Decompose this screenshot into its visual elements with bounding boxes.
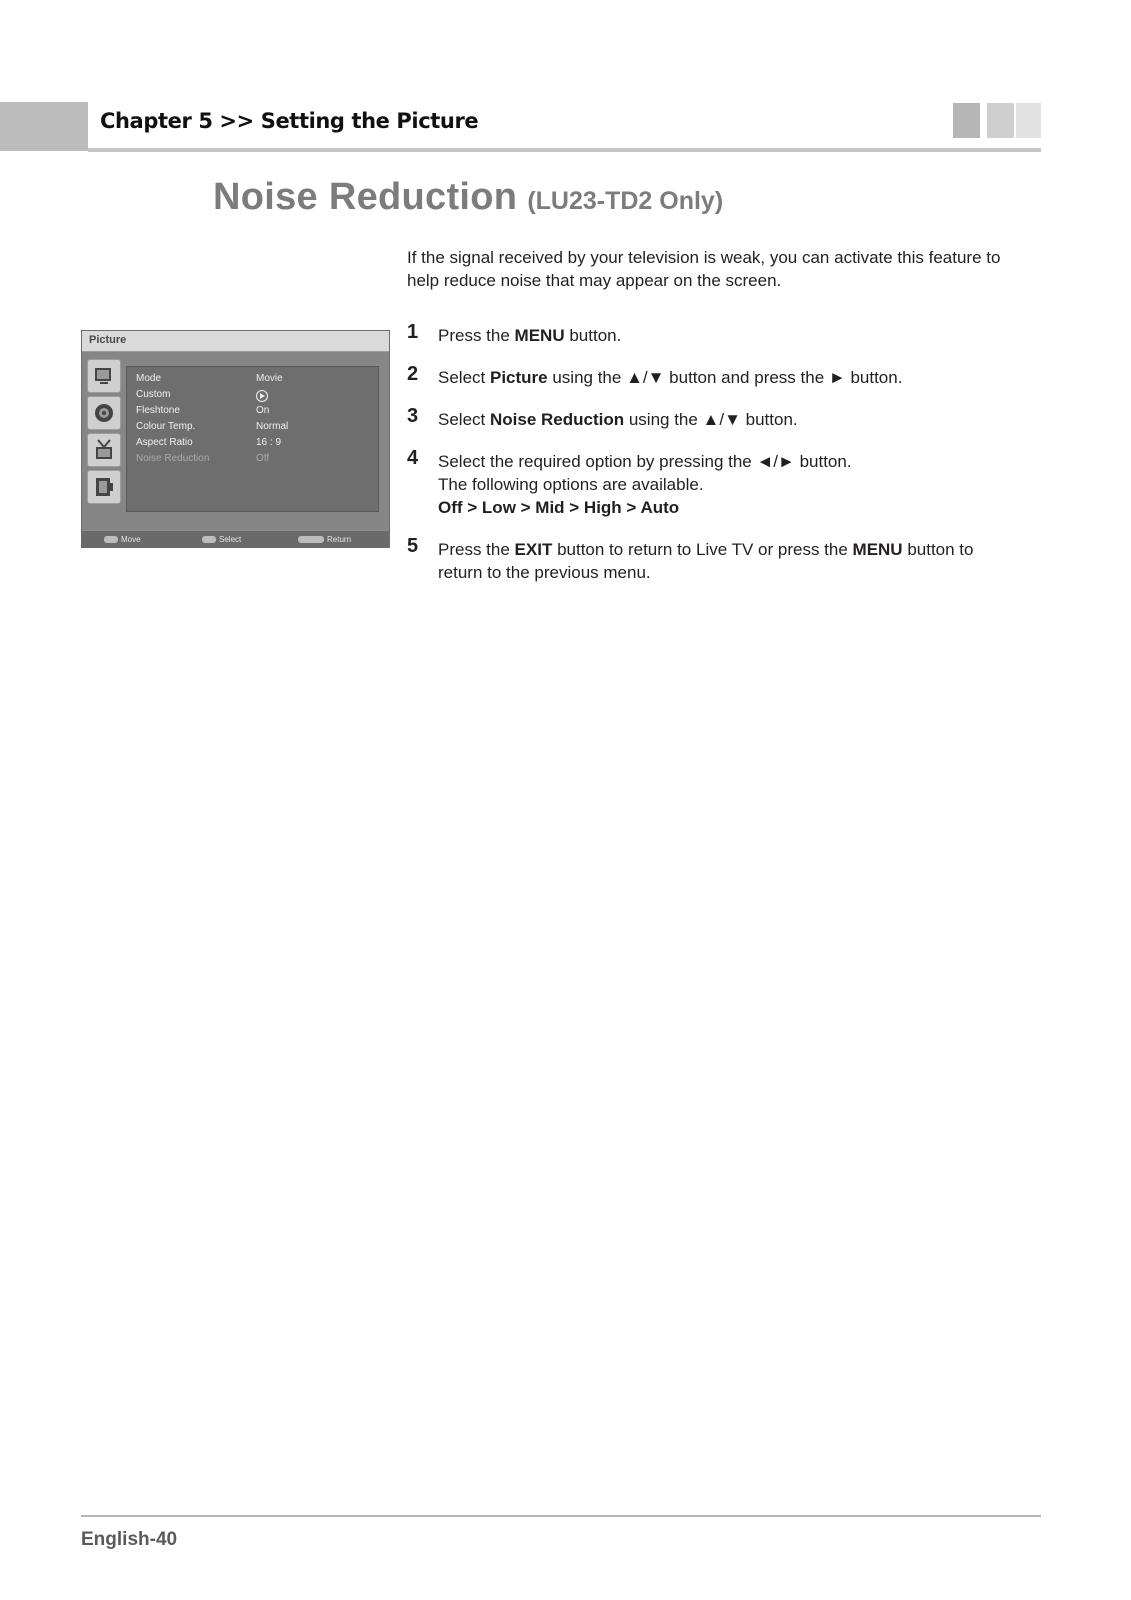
step-text-part: using the ▲/▼ button.: [624, 410, 798, 429]
osd-row-label: Noise Reduction: [136, 453, 210, 464]
page-number: English-40: [81, 1529, 178, 1550]
step-number: 3: [407, 405, 419, 427]
osd-hint-select: [202, 535, 241, 544]
step-number: 4: [407, 447, 419, 469]
setup-icon: [87, 470, 121, 504]
header-square-3: [1016, 103, 1041, 138]
section-title: Noise Reduction: [213, 176, 518, 218]
enter-arrow-icon: [256, 390, 268, 402]
osd-hint-label: Move: [121, 535, 141, 544]
tv-picture-icon: [87, 359, 121, 393]
select-key-icon: [202, 536, 216, 543]
step-bold-term: Picture: [489, 368, 548, 387]
step-bold-term: MENU: [514, 326, 565, 345]
step-bold-term: EXIT: [514, 540, 553, 559]
osd-hint-return: [298, 535, 351, 544]
osd-row-label: Aspect Ratio: [136, 437, 193, 448]
step-text-line: [438, 538, 1038, 561]
osd-title-bar: [82, 331, 389, 352]
channel-antenna-icon: [87, 433, 121, 467]
step-text-part: Select: [438, 368, 490, 387]
step-text: [438, 538, 1038, 584]
osd-row-label: Custom: [136, 389, 171, 400]
osd-body: [82, 352, 389, 530]
step-text-line: return to the previous menu.: [438, 563, 651, 582]
osd-icon-column: [87, 359, 119, 505]
osd-picture-menu: [81, 330, 390, 548]
osd-row-value: 16 : 9: [256, 437, 282, 448]
osd-footer: [82, 530, 389, 548]
osd-row-value: Normal: [256, 421, 289, 432]
move-key-icon: [104, 536, 118, 543]
step-text-line: The following options are available.: [438, 475, 704, 494]
chapter-title: Chapter 5 >> Setting the Picture: [100, 109, 479, 133]
section-heading: [213, 176, 723, 219]
step-number: 2: [407, 363, 419, 385]
header-square-1: [953, 103, 980, 138]
option-sequence: Off > Low > Mid > High > Auto: [438, 498, 680, 517]
step-text-part: Select: [438, 410, 490, 429]
step-text: [438, 408, 1038, 431]
step-number: 5: [407, 535, 419, 557]
header-square-2: [987, 103, 1014, 138]
header-accent-block: [0, 102, 88, 151]
menu-key-icon: [298, 536, 324, 543]
osd-settings-panel: [126, 366, 379, 512]
step-number: 1: [407, 321, 419, 343]
osd-hint-move: [104, 535, 141, 544]
intro-paragraph: [407, 246, 1037, 292]
osd-row-value: [256, 389, 268, 404]
step-text: [438, 366, 1038, 389]
osd-row-value: Off: [256, 453, 270, 464]
section-subtitle: (LU23-TD2 Only): [527, 187, 724, 215]
osd-title: Picture: [89, 334, 127, 346]
sound-icon: [87, 396, 121, 430]
step-text-part: button to: [902, 540, 974, 559]
step-bold-term: MENU: [852, 540, 903, 559]
osd-row-label: Colour Temp.: [136, 421, 196, 432]
osd-hint-label: Return: [327, 535, 352, 544]
osd-row-label: Mode: [136, 373, 162, 384]
intro-line-2: help reduce noise that may appear on the screen.: [407, 271, 782, 290]
osd-row-value: Movie: [256, 373, 283, 384]
osd-row-label: Fleshtone: [136, 405, 180, 416]
intro-line-1: If the signal received by your television is weak, you can activate this feature to: [407, 248, 1001, 267]
osd-row-value: On: [256, 405, 270, 416]
header-rule: [88, 148, 1041, 152]
osd-hint-label: Select: [219, 535, 242, 544]
step-text-part: using the ▲/▼ button and press the ► button.: [547, 368, 903, 387]
step-text-part: button to return to Live TV or press the: [552, 540, 853, 559]
step-text-part: button.: [564, 326, 622, 345]
step-text: [438, 450, 1038, 519]
step-bold-term: Noise Reduction: [489, 410, 625, 429]
step-text-part: Press the: [438, 326, 515, 345]
step-text: [438, 324, 1038, 347]
step-text-part: Press the: [438, 540, 515, 559]
step-text-line: Select the required option by pressing the ◄/► button.: [438, 452, 852, 471]
footer-rule: [81, 1515, 1041, 1517]
